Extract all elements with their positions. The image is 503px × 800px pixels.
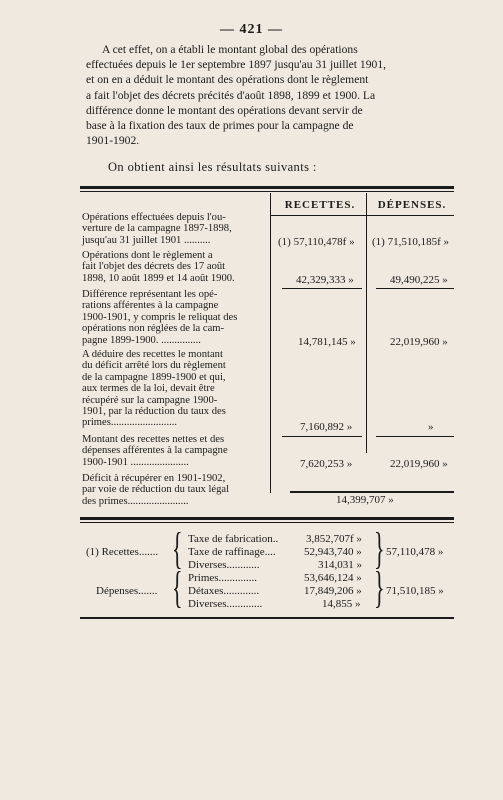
- column-divider: [270, 193, 271, 493]
- summary-item-value: 314,031 »: [318, 559, 362, 571]
- header-underline: [270, 215, 454, 216]
- brace-right-depenses: }: [374, 563, 385, 612]
- table-row-description: A déduire des recettes le montant du déficit arrêté lors du règlement de la campagne 1899-1900 et qui, aux termes de la loi, devait être récupéré sur la campagne 1900- 1901, par la réduction du taux des primes.........................: [82, 349, 226, 429]
- summary-recettes-total: 57,110,478 »: [386, 546, 444, 558]
- deficit-total-value: 14,399,707 »: [336, 494, 394, 506]
- summary-item-label: Primes..............: [188, 572, 258, 584]
- page-number: — 421 —: [220, 22, 283, 37]
- table-top-rule-thin: [80, 191, 454, 192]
- depenses-value: (1) 71,510,185f »: [372, 236, 449, 248]
- table-row-description: Différence représentant les opé- rations afférentes à la campagne 1900-1901, y compris le reliquat des opérations non réglées de la cam- pagne 1899-1900. ...............: [82, 289, 238, 346]
- intro-line: base à la fixation des taux de primes pour la campagne de: [86, 119, 354, 133]
- lead-sentence: On obtient ainsi les résultats suivants :: [108, 160, 317, 174]
- summary-item-value: 52,943,740 »: [304, 546, 362, 558]
- brace-right-recettes: }: [374, 524, 385, 573]
- column-header-depenses: DÉPENSES.: [377, 199, 447, 211]
- summary-item-label: Taxe de raffinage....: [188, 546, 276, 558]
- intro-line: différence donne le montant des opérations devant servir de: [86, 103, 363, 117]
- column-divider: [366, 193, 367, 453]
- summary-item-value: 3,852,707f »: [306, 533, 362, 545]
- summary-item-label: Diverses.............: [188, 598, 263, 610]
- recettes-value: (1) 57,110,478f »: [278, 236, 355, 248]
- table-row-description: Opérations dont le règlement a fait l'objet des décrets des 17 août 1898, 10 août 1899 et 14 août 1900.: [82, 250, 235, 284]
- depenses-value: 22,019,960 »: [390, 458, 448, 470]
- depenses-value: »: [428, 421, 434, 433]
- table-bottom-rule: [80, 517, 454, 520]
- depenses-value: 49,490,225 »: [390, 274, 448, 286]
- recettes-value: 7,160,892 »: [300, 421, 353, 433]
- brace-left-depenses: {: [172, 563, 183, 612]
- recettes-value: 14,781,145 »: [298, 336, 356, 348]
- intro-paragraph: [86, 42, 456, 148]
- table-row-description: Opérations effectuées depuis l'ou- verture de la campagne 1897-1898, jusqu'au 31 juillet 1901 ..........: [82, 212, 232, 246]
- recettes-value: 7,620,253 »: [300, 458, 353, 470]
- summary-item-label: Diverses............: [188, 559, 260, 571]
- subtraction-rule: [282, 436, 362, 437]
- brace-left-recettes: {: [172, 524, 183, 573]
- table-row-description: Déficit à récupérer en 1901-1902, par voie de réduction du taux légal des primes.......................: [82, 473, 230, 507]
- summary-item-label: Détaxes.............: [188, 585, 260, 597]
- recettes-value: 42,329,333 »: [296, 274, 354, 286]
- summary-depenses-total: 71,510,185 »: [386, 585, 444, 597]
- intro-line: A cet effet, on a établi le montant global des opérations: [102, 43, 358, 56]
- table-top-rule: [80, 186, 454, 189]
- intro-line: et on en a déduit le montant des opérations dont le règlement: [86, 73, 369, 87]
- summary-recettes-label: (1) Recettes.......: [86, 546, 159, 558]
- column-header-recettes: RECETTES.: [284, 199, 356, 211]
- table-bottom-rule-thin: [80, 522, 454, 523]
- summary-bottom-rule: [80, 617, 454, 619]
- depenses-value: 22,019,960 »: [390, 336, 448, 348]
- difference-rule: [290, 491, 454, 493]
- summary-depenses-label: Dépenses.......: [96, 585, 158, 597]
- table-row-description: Montant des recettes nettes et des dépenses afférentes à la campagne 1900-1901 ......................: [82, 434, 228, 468]
- summary-item-value: 17,849,206 »: [304, 585, 362, 597]
- subtraction-rule: [376, 436, 454, 437]
- summary-item-value: 53,646,124 »: [304, 572, 362, 584]
- summary-item-value: 14,855 »: [322, 598, 361, 610]
- intro-line: effectuées depuis le 1er septembre 1897 jusqu'au 31 juillet 1901,: [86, 58, 387, 72]
- intro-line: 1901-1902.: [86, 134, 140, 148]
- summary-item-label: Taxe de fabrication..: [188, 533, 279, 545]
- intro-line: a fait l'objet des décrets précités d'août 1898, 1899 et 1900. La: [86, 88, 376, 102]
- subtraction-rule: [376, 288, 454, 289]
- subtraction-rule: [282, 288, 362, 289]
